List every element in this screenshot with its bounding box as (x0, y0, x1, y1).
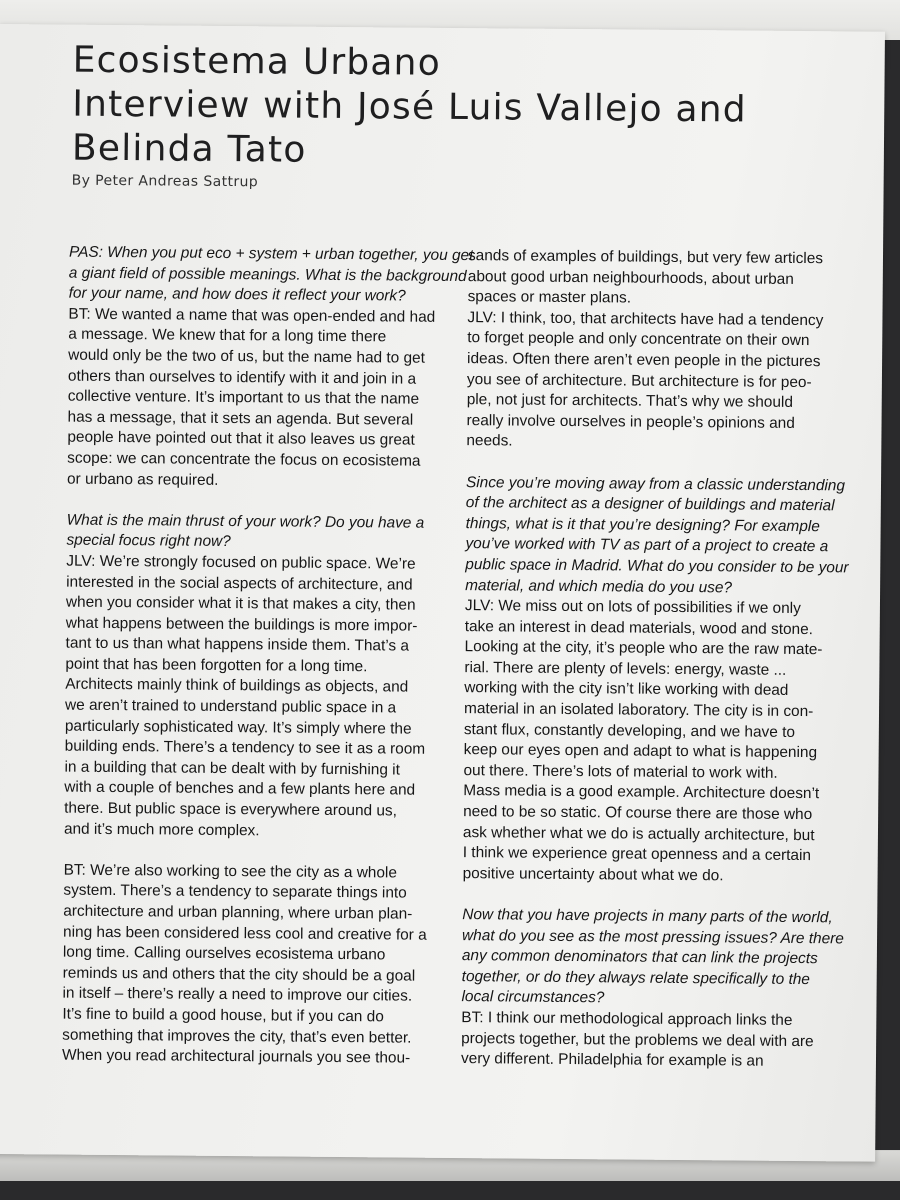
title-line: Belinda Tato (71, 127, 307, 171)
text-line: BT: I think our methodological approach links the (461, 1009, 793, 1029)
text-line: long time. Calling ourselves ecosistema urbano (62, 943, 386, 964)
text-line: material, and which media do you use? (465, 576, 733, 596)
text-line: What is the main thrust of your work? Do you have a (66, 511, 425, 532)
text-line: I think we experience great openness and a certain (462, 844, 812, 865)
text-line: you’ve worked with TV as part of a project to create a (465, 535, 829, 556)
text-line: something that improves the city, that’s even better. (62, 1026, 412, 1047)
paragraph-2 (64, 510, 459, 843)
text-line: things, what is it that you’re designing? For example (465, 514, 820, 535)
title-line: Ecosistema Urbano (72, 39, 442, 84)
text-line: spaces or master plans. (467, 288, 632, 307)
question-block (465, 473, 866, 600)
text-line: When you read architectural journals you see thou- (61, 1046, 411, 1067)
text-line: really involve ourselves in people’s opinions and (466, 411, 795, 432)
text-line: ple, not just for architects. That’s why we should (466, 391, 794, 412)
paragraph-1 (66, 243, 474, 494)
title-line: Interview with José Luis Vallejo and (72, 83, 748, 131)
paragraph-3 (62, 860, 456, 1069)
text-line: JLV: We miss out on lots of possibilities if we only (464, 597, 801, 618)
text-line: Architects mainly think of buildings as objects, and (65, 676, 409, 697)
text-line: take an interest in dead materials, wood and stone. (464, 617, 814, 638)
text-line: there. But public space is everywhere around us, (64, 799, 398, 820)
text-line: positive uncertainty about what we do. (462, 864, 724, 885)
text-line: with a couple of benches and a few plants here and (64, 779, 416, 800)
text-line: people have pointed out that it also leaves us great (67, 428, 415, 449)
right-column (461, 246, 868, 1094)
byline: By Peter Andreas Sattrup (71, 172, 259, 191)
text-line: we aren’t trained to understand public space in a (64, 696, 397, 717)
text-line: interested in the social aspects of architecture, and (66, 573, 413, 594)
question-block (68, 243, 474, 308)
answer-block (64, 552, 459, 844)
text-line: needs. (466, 432, 513, 450)
text-line: building ends. There’s a tendency to see it as a room (64, 737, 426, 758)
text-line: and it’s much more complex. (63, 820, 260, 839)
text-line: collective venture. It’s important to us that the name (67, 387, 420, 408)
text-line: together, or do they always relate specifically to the (461, 967, 810, 988)
text-line: what happens between the buildings is more impor- (65, 614, 418, 635)
text-line: or urbano as required. (66, 470, 219, 489)
text-line: need to be so static. Of course there are those who (463, 803, 813, 824)
text-line: JLV: I think, too, that architects have had a tendency (467, 308, 824, 329)
paragraph-2 (463, 473, 867, 888)
article-title (72, 39, 853, 178)
text-line: reminds us and others that the city should be a goal (62, 964, 416, 985)
text-line: JLV: We’re strongly focused on public space. We’re (66, 552, 416, 573)
text-line: stant flux, constantly developing, and we have to (463, 720, 796, 741)
text-line: any common denominators that can link the projects (461, 947, 818, 968)
text-line: Looking at the city, it’s people who are the raw mate- (464, 638, 823, 659)
text-line: It’s fine to build a good house, but if you can do (62, 1005, 384, 1026)
text-line: ask whether what we do is actually architecture, but (462, 823, 815, 844)
text-line: Mass media is a good example. Architecture doesn’t (463, 782, 820, 803)
text-line: of the architect as a designer of buildings and material (465, 494, 835, 515)
text-line: you see of architecture. But architecture is for peo- (466, 370, 812, 391)
text-line: in itself – there’s really a need to improve our cities. (62, 984, 413, 1006)
text-line: about good urban neighbourhoods, about urban (467, 267, 794, 288)
paragraph-1 (466, 246, 868, 455)
text-line: BT: We’re also working to see the city as a whole (63, 861, 398, 882)
text-line: when you consider what it is that makes a city, then (65, 593, 416, 614)
text-line: point that has been forgotten for a long time. (65, 655, 368, 676)
answer-block (67, 304, 461, 493)
text-line: scope: we can concentrate the focus on ecosistema (67, 449, 421, 470)
text-line: very different. Philadelphia for example is an (460, 1050, 764, 1070)
text-line: PAS: When you put eco + system + urban together, you get (68, 243, 474, 265)
text-line: what do you see as the most pressing issues? Are there (461, 926, 844, 947)
text-line: keep our eyes open and adapt to what is happening (463, 741, 818, 762)
text-line: to forget people and only concentrate on their own (467, 329, 810, 350)
text-line: material in an isolated laboratory. The city is in con- (463, 700, 814, 721)
text-line: sands of examples of buildings, but very few articles (467, 247, 824, 268)
text-line: system. There’s a tendency to separate things into (63, 881, 407, 902)
text-line: BT: We wanted a name that was open-ended and had (68, 305, 436, 326)
text-line: a giant field of possible meanings. What is the background (68, 264, 467, 285)
text-line: local circumstances? (461, 988, 605, 1007)
question-block (461, 905, 862, 1011)
left-column (61, 243, 474, 1091)
text-line: would only be the two of us, but the name had to get (68, 346, 425, 367)
text-line: ning has been considered less cool and creative for a (63, 923, 427, 944)
text-line: working with the city isn’t like working with dead (464, 679, 789, 700)
text-line: out there. There’s lots of material to work with. (463, 761, 778, 782)
text-line: for your name, and how does it reflect your work? (68, 284, 406, 305)
text-line: particularly sophisticated way. It’s simply where the (64, 717, 412, 738)
text-line: Since you’re moving away from a classic understanding (465, 473, 846, 494)
text-line: architecture and urban planning, where urban plan- (63, 902, 413, 923)
text-line: has a message, that it sets an agenda. But several (67, 408, 414, 429)
answer-block (461, 1008, 862, 1073)
text-line: Now that you have projects in many parts of the world, (462, 906, 833, 927)
answer-block (463, 596, 866, 888)
text-line: ideas. Often there aren’t even people in the pictures (467, 350, 821, 371)
paragraph-3 (461, 905, 862, 1073)
text-line: a message. We knew that for a long time there (68, 325, 387, 346)
text-line: rial. There are plenty of levels: energy, waste ... (464, 658, 787, 679)
text-line: special focus right now? (66, 531, 231, 551)
text-line: in a building that can be dealt with by furnishing it (64, 758, 400, 779)
text-line: tant to us than what happens inside them. That’s a (65, 634, 410, 655)
text-line: others than ourselves to identify with it and join in a (67, 367, 417, 388)
text-line: projects together, but the problems we deal with are (461, 1029, 814, 1050)
question-block (66, 510, 458, 555)
text-line: public space in Madrid. What do you consider to be your (465, 555, 849, 577)
magazine-page (0, 24, 885, 1162)
